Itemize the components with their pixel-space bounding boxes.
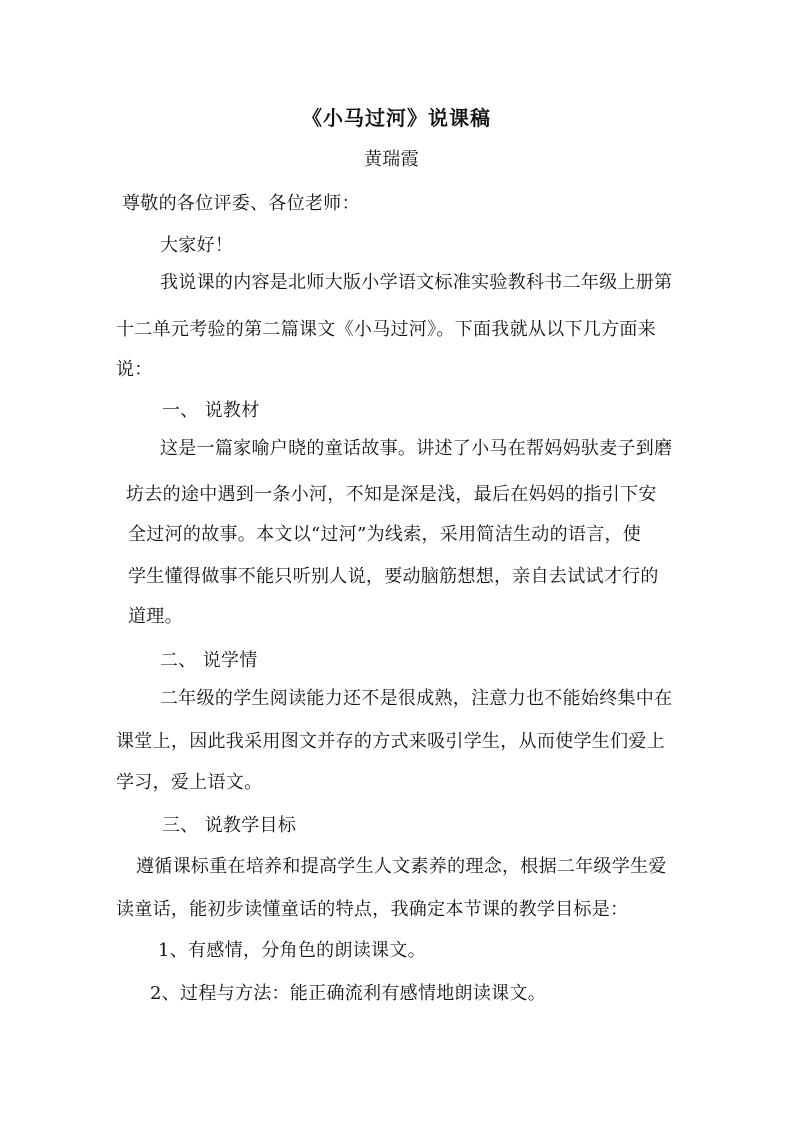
section-2-line-2: 课堂上，因此我采用图文并存的方式来吸引学生，从而使学生们爱上 — [116, 731, 665, 752]
section-heading-3: 三、 说教学目标 — [162, 815, 297, 836]
intro-line-1: 我说课的内容是北师大版小学语文标准实验教科书二年级上册第 — [160, 272, 673, 293]
section-1-line-5: 道理。 — [128, 606, 183, 627]
section-3-line-4: 2、过程与方法：能正确流利有感情地朗读课文。 — [150, 983, 547, 1004]
intro-line-3: 说： — [116, 359, 153, 380]
section-3-line-1: 遵循课标重在培养和提高学生人文素养的理念，根据二年级学生爱 — [136, 856, 667, 877]
section-1-line-3: 全过河的故事。本文以“过河”为线索，采用简洁生动的语言，使 — [128, 524, 642, 545]
section-2-line-3: 学习，爱上语文。 — [116, 772, 263, 793]
section-heading-2: 二、 说学情 — [160, 650, 258, 671]
section-3-line-3: 1、有感情，分角色的朗读课文。 — [158, 940, 426, 961]
section-heading-1: 一、 说教材 — [162, 400, 260, 421]
salutation: 尊敬的各位评委、各位老师： — [122, 193, 360, 214]
section-2-line-1: 二年级的学生阅读能力还不是很成熟，注意力也不能始终集中在 — [160, 688, 673, 709]
section-1-line-1: 这是一篇家喻户晓的童话故事。讲述了小马在帮妈妈驮麦子到磨 — [160, 438, 673, 459]
author-name: 黄瑞霞 — [364, 149, 419, 170]
intro-line-2: 十二单元考验的第二篇课文《小马过河》。下面我就从以下几方面来 — [116, 319, 656, 340]
section-1-line-2: 坊去的途中遇到一条小河，不知是深是浅，最后在妈妈的指引下安 — [126, 484, 657, 505]
greeting: 大家好！ — [160, 235, 234, 256]
section-1-line-4: 学生懂得做事不能只听别人说，要动脑筋想想，亲自去试试才行的 — [128, 566, 659, 587]
document-title: 《小马过河》说课稿 — [302, 106, 491, 130]
section-3-line-2: 读童话，能初步读懂童话的特点，我确定本节课的教学目标是： — [116, 899, 629, 920]
